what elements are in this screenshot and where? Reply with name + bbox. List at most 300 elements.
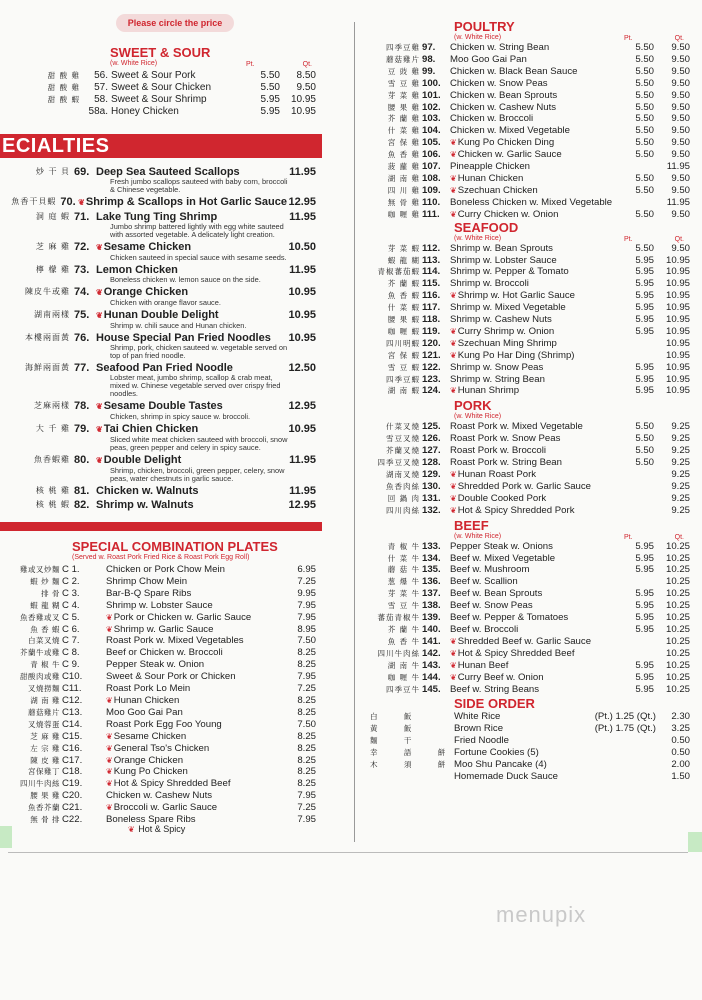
item-name bbox=[450, 54, 624, 66]
item-name-text: Curry Shrimp w. Onion bbox=[457, 325, 555, 337]
menu-item-row bbox=[368, 481, 690, 493]
edge-mark bbox=[688, 832, 702, 852]
item-number: 142. bbox=[422, 647, 441, 659]
item-name bbox=[106, 647, 276, 659]
side-order-row bbox=[368, 771, 690, 783]
item-name-text: Shrimp & Scallops in Hot Garlic Sauce bbox=[85, 196, 287, 208]
item-name-text: Hot & Spicy Shredded Beef bbox=[113, 778, 231, 790]
size-prices bbox=[586, 747, 656, 759]
item-price: 0.50 bbox=[671, 747, 690, 759]
chinese-name: 芥蘭牛或雞 bbox=[20, 648, 60, 658]
quart-price: 10.25 bbox=[665, 552, 690, 564]
item-name bbox=[450, 266, 624, 278]
chinese-name: 四川明蝦 bbox=[386, 338, 420, 348]
item-number: 127. bbox=[422, 445, 441, 457]
item-name bbox=[450, 576, 624, 588]
item-name: Honey Chicken bbox=[111, 105, 179, 117]
quart-price: 10.25 bbox=[665, 600, 690, 612]
menu-item-row bbox=[368, 302, 690, 314]
menu-item-row bbox=[368, 469, 690, 481]
menu-item-row bbox=[368, 636, 690, 648]
quart-price: 9.50 bbox=[671, 77, 690, 89]
item-name bbox=[450, 660, 624, 672]
quart-price: 9.25 bbox=[671, 469, 690, 480]
quart-price: 10.95 bbox=[665, 266, 690, 278]
item-name bbox=[450, 469, 624, 481]
item-number: 111. bbox=[422, 208, 440, 220]
item-price: 8.25 bbox=[297, 647, 316, 659]
item-number: 140. bbox=[422, 623, 441, 635]
item-number: 125. bbox=[422, 421, 441, 433]
item-number: 56. bbox=[94, 70, 108, 81]
item-number: 77. bbox=[74, 362, 90, 374]
section-title: SEAFOOD bbox=[454, 219, 519, 235]
chinese-name: 咖 喱 雞 bbox=[387, 209, 420, 219]
item-name-text: Orange Chicken bbox=[103, 286, 189, 298]
item-number: 126. bbox=[422, 433, 441, 445]
item-price: 1.50 bbox=[671, 770, 690, 782]
item-description: Shrimp, pork, chicken sauteed w. vegetable served on top of pan fried noodle. bbox=[110, 343, 288, 360]
chinese-name: 湖南兩樣 bbox=[34, 310, 70, 319]
quart-price: 9.50 bbox=[671, 137, 690, 149]
combo-number: C 8. bbox=[62, 647, 80, 659]
quart-price: 10.25 bbox=[665, 540, 690, 552]
menu-item-row bbox=[28, 70, 316, 82]
pint-price: 5.50 bbox=[635, 42, 654, 53]
quart-price: 9.25 bbox=[671, 480, 690, 492]
chinese-name: 湖 南 牛 bbox=[387, 660, 420, 670]
specialties-list bbox=[0, 164, 316, 511]
section-title: SWEET & SOUR bbox=[110, 45, 211, 60]
pint-price: 5.50 bbox=[635, 77, 654, 89]
item-number: 74. bbox=[74, 286, 90, 298]
pint-price: 5.95 bbox=[635, 683, 654, 695]
hot-pepper-icon: ❦ bbox=[450, 672, 457, 682]
combo-number: C14. bbox=[62, 718, 83, 730]
item-name-text: Roast Pork Egg Foo Young bbox=[106, 718, 222, 730]
item-description: Chicken sauteed in special sauce with sesame seeds. bbox=[110, 253, 287, 262]
item-name-text: Lemon Chicken bbox=[96, 264, 178, 276]
quart-price: 9.50 bbox=[296, 81, 316, 93]
menu-item-row bbox=[368, 290, 690, 302]
specialty-item bbox=[0, 400, 316, 421]
chinese-name: 青 椒 牛 bbox=[30, 660, 60, 670]
chinese-name: 雪 豆 雞 bbox=[387, 78, 420, 88]
hot-pepper-icon: ❦ bbox=[106, 612, 113, 622]
item-name bbox=[450, 78, 624, 90]
item-price: 3.25 bbox=[671, 723, 690, 735]
item-name-text: Roast Pork w. Mixed Vegetable bbox=[450, 421, 583, 433]
menu-item-row bbox=[368, 66, 690, 78]
chinese-name: 什菜叉燒 bbox=[386, 422, 420, 432]
menu-item-row bbox=[28, 94, 316, 106]
chinese-name: 左 宗 雞 bbox=[30, 743, 60, 753]
item-name bbox=[450, 197, 624, 209]
combo-number: C15. bbox=[62, 730, 83, 742]
pint-price: 5.95 bbox=[635, 564, 654, 576]
item-name bbox=[450, 173, 624, 185]
hot-pepper-icon: ❦ bbox=[450, 326, 457, 336]
item-number: 136. bbox=[422, 576, 441, 588]
item-number: 129. bbox=[422, 469, 441, 480]
item-name-text: Pineapple Chicken bbox=[450, 161, 531, 173]
qt-label: Qt. bbox=[674, 235, 684, 243]
pint-price: 5.50 bbox=[635, 184, 654, 196]
chinese-name: 蘑菇雞片 bbox=[28, 707, 60, 717]
side-order-row bbox=[368, 747, 690, 759]
item-number: 145. bbox=[422, 683, 441, 695]
quart-price: 9.50 bbox=[671, 184, 690, 196]
item-name bbox=[106, 671, 276, 683]
item-name bbox=[106, 731, 276, 743]
menu-item-row bbox=[368, 684, 690, 696]
item-name-text: Hunan Chicken bbox=[113, 694, 180, 706]
item-name-text: Chicken or Pork Chow Mein bbox=[106, 564, 225, 575]
item-name-text: Broccoli w. Garlic Sauce bbox=[113, 802, 218, 814]
combo-row bbox=[0, 588, 316, 600]
pint-price: 5.95 bbox=[635, 671, 654, 683]
item-name bbox=[106, 778, 276, 790]
item-name-text: Szechuan Ming Shrimp bbox=[457, 337, 557, 349]
sweet-sour-list bbox=[28, 70, 316, 118]
menu-item-row bbox=[368, 113, 690, 125]
item-name bbox=[106, 766, 276, 778]
item-name-text: Moo Goo Gai Pan bbox=[450, 53, 527, 65]
item-number: 69. bbox=[74, 166, 90, 178]
quart-price: 10.25 bbox=[665, 659, 690, 671]
item-name-text: Beef w. Broccoli bbox=[450, 623, 519, 635]
chinese-name: 甜 酸 蝦 bbox=[47, 94, 80, 104]
pint-price: 5.50 bbox=[635, 113, 654, 125]
hot-pepper-icon: ❦ bbox=[96, 311, 103, 320]
chinese-name: 芥 蘭 蝦 bbox=[387, 279, 420, 289]
item-name-text: Roast Pork w. Broccoli bbox=[450, 445, 546, 457]
item-name-text: Beef w. Mushroom bbox=[450, 564, 530, 576]
item-name bbox=[106, 719, 276, 731]
chinese-name: 無 骨 雞 bbox=[387, 197, 420, 207]
specialty-item bbox=[0, 423, 316, 452]
pint-price: 5.50 bbox=[635, 149, 654, 161]
item-name bbox=[106, 624, 276, 636]
item-price: 7.25 bbox=[297, 575, 316, 587]
quart-price: 10.25 bbox=[665, 683, 690, 695]
item-name: Sweet & Sour Shrimp bbox=[111, 93, 207, 105]
chinese-name: 魚 香 牛 bbox=[387, 636, 420, 646]
menu-item-row bbox=[368, 78, 690, 90]
item-number: 58. bbox=[94, 93, 108, 105]
item-name-text: Hot & Spicy Shredded Beef bbox=[457, 647, 575, 659]
item-name bbox=[450, 553, 624, 565]
item-name bbox=[450, 684, 624, 696]
pint-price: 5.95 bbox=[635, 588, 654, 600]
item-name-text: Sesame Chicken bbox=[113, 730, 187, 742]
chinese-name: 雪 豆 蝦 bbox=[387, 362, 420, 372]
section-subtitle: (w. White Rice) bbox=[454, 234, 502, 242]
quart-price: 10.95 bbox=[290, 105, 316, 117]
combo-number: C18. bbox=[62, 766, 83, 778]
chinese-name: 芥蘭叉燒 bbox=[386, 446, 420, 456]
pint-price: 5.95 bbox=[635, 325, 654, 337]
pint-price: 5.50 bbox=[635, 457, 654, 469]
chinese-name: 蝦 龍 糊 bbox=[387, 255, 420, 265]
item-name-text: Roast Pork Lo Mein bbox=[106, 683, 191, 695]
pint-price: 5.50 bbox=[635, 65, 654, 77]
item-name-text: Hunan Shrimp bbox=[457, 385, 520, 397]
combo-number: C17. bbox=[62, 754, 83, 766]
pint-price: 5.50 bbox=[635, 101, 654, 113]
chinese-name: 宮保雞丁 bbox=[28, 767, 60, 777]
edge-mark bbox=[0, 826, 12, 848]
chinese-name: 芝麻兩樣 bbox=[34, 401, 70, 410]
item-name bbox=[450, 350, 624, 362]
item-price: 8.25 bbox=[297, 730, 316, 742]
hot-pepper-icon: ❦ bbox=[450, 481, 457, 491]
quart-price: 9.25 bbox=[671, 457, 690, 469]
pint-price: 5.95 bbox=[635, 623, 654, 635]
size-prices bbox=[586, 759, 656, 771]
menu-item-row bbox=[368, 266, 690, 278]
specialty-item bbox=[0, 264, 316, 284]
specialty-item bbox=[0, 309, 316, 330]
item-name-text: Beef w. Mixed Vegetable bbox=[450, 552, 556, 564]
item-name bbox=[450, 209, 624, 221]
item-name-text: Shrimp w. Broccoli bbox=[450, 278, 529, 290]
quart-price: 9.50 bbox=[671, 208, 690, 220]
item-name-text: Boneless Spare Ribs bbox=[106, 814, 196, 826]
item-price: 11.95 bbox=[289, 485, 316, 497]
item-description: Lobster meat, jumbo shrimp, scallop & crab meat, mixed w. Chinese vegetable served over crispy fried noodles. bbox=[110, 373, 281, 398]
item-number: 79. bbox=[74, 423, 90, 435]
menu-item-row bbox=[368, 505, 690, 517]
item-number: 75. bbox=[74, 309, 90, 321]
item-name: Fortune Cookies (5) bbox=[454, 747, 539, 759]
hot-pepper-icon: ❦ bbox=[450, 660, 457, 670]
item-number: 119. bbox=[422, 325, 441, 337]
hot-pepper-icon: ❦ bbox=[96, 425, 103, 434]
side-order-row bbox=[368, 759, 690, 771]
menu-item-row bbox=[28, 82, 316, 94]
item-name-text: Shrimp w. Pepper & Tomato bbox=[450, 266, 569, 278]
chinese-name: 甜 酸 雞 bbox=[47, 82, 80, 92]
item-name-text: Beef w. Bean Sprouts bbox=[450, 588, 543, 600]
quart-price: 10.95 bbox=[665, 278, 690, 290]
item-name-text: Chicken w. Cashew Nuts bbox=[106, 790, 213, 802]
menu-item-row bbox=[368, 125, 690, 137]
item-name-text: Shrimp w. Snow Peas bbox=[450, 361, 544, 373]
chinese-name: 魚香肉絲 bbox=[386, 481, 420, 491]
chinese-name: 四季豆牛 bbox=[386, 684, 420, 694]
item-number: 97. bbox=[422, 42, 436, 53]
item-name-text: Beef w. Snow Peas bbox=[450, 600, 533, 612]
quart-price: 10.25 bbox=[665, 588, 690, 600]
item-number: 100. bbox=[422, 77, 441, 89]
quart-price: 9.25 bbox=[671, 445, 690, 457]
menu-item-row bbox=[368, 564, 690, 576]
menu-item-row bbox=[368, 421, 690, 433]
quart-price: 9.50 bbox=[671, 101, 690, 113]
item-name-text: Kung Po Chicken bbox=[113, 766, 188, 778]
item-number: 124. bbox=[422, 385, 441, 397]
specialty-item bbox=[0, 485, 316, 497]
item-number: 105. bbox=[422, 137, 441, 149]
item-price: 7.95 bbox=[297, 599, 316, 611]
chinese-name: 雪 豆 牛 bbox=[387, 601, 420, 611]
chinese-name: 葱 爆 牛 bbox=[387, 577, 420, 587]
right-column bbox=[368, 14, 690, 783]
quart-price: 9.50 bbox=[671, 113, 690, 125]
item-name-text: Hunan Roast Pork bbox=[457, 469, 537, 480]
section-subtitle: (w. White Rice) bbox=[110, 60, 158, 67]
menu-item-row bbox=[368, 433, 690, 445]
chinese-name: 魚香芥蘭 bbox=[28, 803, 60, 813]
item-description: Jumbo shrimp battered lightly with egg white sauteed with assorted vegetable. A delicately light creation. bbox=[110, 222, 284, 239]
item-name-text: Chicken w. Snow Peas bbox=[450, 77, 548, 89]
section-title: BEEF bbox=[454, 517, 489, 533]
section-title: PORK bbox=[454, 398, 492, 414]
chinese-name: 四季豆雞 bbox=[386, 43, 420, 52]
menu-item-row bbox=[368, 185, 690, 197]
item-number: 103. bbox=[422, 113, 441, 125]
combo-number: C 5. bbox=[62, 611, 80, 623]
item-name-text: Hot & Spicy Shredded Pork bbox=[457, 504, 575, 516]
item-number: 80. bbox=[74, 454, 90, 466]
item-number: 82. bbox=[74, 499, 90, 511]
pint-price: 5.95 bbox=[635, 254, 654, 266]
hot-pepper-icon: ❦ bbox=[450, 338, 457, 348]
pint-price: 5.95 bbox=[635, 373, 654, 385]
section-heading bbox=[368, 519, 501, 541]
combo-row bbox=[0, 802, 316, 814]
chinese-name: 咖 喱 牛 bbox=[387, 672, 420, 682]
quart-price: 9.50 bbox=[671, 125, 690, 137]
item-name-text: Hunan Beef bbox=[457, 659, 509, 671]
item-price: 10.50 bbox=[288, 241, 316, 253]
combo-number: C 6. bbox=[62, 623, 80, 635]
pint-price: 5.50 bbox=[635, 89, 654, 101]
chinese-name: 黃 飯 bbox=[370, 724, 424, 734]
pint-price: 5.50 bbox=[635, 137, 654, 149]
section-subtitle: (Served w. Roast Pork Fried Rice & Roast Pork Egg Roll) bbox=[72, 554, 250, 561]
item-price: 2.30 bbox=[671, 711, 690, 723]
right-flow bbox=[368, 20, 690, 783]
item-name: Fried Noodle bbox=[454, 735, 509, 747]
item-name-text: Lake Tung Ting Shrimp bbox=[96, 211, 218, 223]
menu-item-row bbox=[368, 553, 690, 565]
menu-item-row bbox=[368, 314, 690, 326]
item-name bbox=[106, 683, 276, 695]
item-price: 8.25 bbox=[297, 659, 316, 671]
combo-number: C 1. bbox=[62, 564, 80, 575]
item-name-text: Orange Chicken bbox=[113, 754, 184, 766]
item-name-text: Shrimp w. Cashew Nuts bbox=[450, 314, 552, 326]
combo-row bbox=[0, 778, 316, 790]
combo-row bbox=[0, 635, 316, 647]
combo-row bbox=[0, 576, 316, 588]
item-name bbox=[450, 125, 624, 137]
menu-item-row bbox=[368, 338, 690, 350]
size-prices: (Pt.) 1.25 (Qt.) bbox=[594, 711, 656, 723]
item-name-text: Double Delight bbox=[103, 454, 182, 466]
item-name bbox=[450, 149, 624, 161]
item-name-text: Chicken w. Broccoli bbox=[450, 113, 534, 125]
item-price: 12.50 bbox=[288, 362, 316, 374]
chinese-name: 蝦 炒 麵 bbox=[30, 576, 60, 586]
pork-header bbox=[368, 399, 690, 421]
pint-price: 5.95 bbox=[260, 105, 280, 117]
item-number: 128. bbox=[422, 457, 441, 469]
item-number: 72. bbox=[74, 241, 90, 253]
chinese-name: 四季豆蝦 bbox=[386, 374, 420, 384]
pint-price: 5.95 bbox=[635, 659, 654, 671]
quart-price: 10.95 bbox=[665, 314, 690, 326]
pint-price: 5.95 bbox=[635, 385, 654, 397]
item-name-text: Chicken w. Bean Sprouts bbox=[450, 89, 558, 101]
pt-qt-labels bbox=[624, 534, 690, 541]
combo-row bbox=[0, 743, 316, 755]
pint-price: 5.50 bbox=[635, 172, 654, 184]
specialty-item bbox=[0, 211, 316, 239]
item-number: 135. bbox=[422, 564, 441, 576]
item-name-text: Hunan Double Delight bbox=[103, 309, 219, 321]
item-price: 11.95 bbox=[289, 166, 316, 178]
combo-row bbox=[0, 671, 316, 683]
pint-price: 5.50 bbox=[635, 242, 654, 254]
item-name-text: Curry Beef w. Onion bbox=[457, 671, 544, 683]
pint-price: 5.50 bbox=[635, 433, 654, 445]
quart-price: 11.95 bbox=[666, 161, 690, 173]
menu-item-row bbox=[368, 624, 690, 636]
hot-pepper-icon: ❦ bbox=[96, 456, 103, 465]
pt-label: Pt. bbox=[624, 235, 633, 243]
chinese-name: 芽 菜 牛 bbox=[387, 589, 420, 599]
hot-pepper-icon: ❦ bbox=[450, 470, 457, 479]
item-name-text: Seafood Pan Fried Noodle bbox=[96, 362, 233, 374]
combo-number: C22. bbox=[62, 814, 83, 826]
item-price: 12.95 bbox=[288, 400, 316, 412]
pint-price: 5.95 bbox=[635, 266, 654, 278]
chinese-name: 青椒蕃茄蝦 bbox=[377, 267, 420, 277]
chinese-name: 湖 南 雞 bbox=[387, 173, 420, 183]
chinese-name: 叉燒撈麵 bbox=[28, 684, 60, 694]
pint-price: 5.95 bbox=[260, 93, 280, 105]
item-number: 70. bbox=[60, 196, 76, 208]
item-price: 10.95 bbox=[288, 332, 316, 344]
item-name-text: Shrimp w. Lobster Sauce bbox=[106, 599, 213, 611]
item-price: 8.25 bbox=[297, 778, 316, 790]
item-name bbox=[450, 564, 624, 576]
item-name bbox=[450, 161, 624, 173]
chinese-name: 什 菜 雞 bbox=[387, 126, 420, 136]
item-name-text: Sesame Double Tastes bbox=[103, 400, 223, 412]
section-heading bbox=[368, 20, 515, 42]
item-price: 7.95 bbox=[297, 814, 316, 826]
menu-item-row bbox=[368, 326, 690, 338]
item-name-text: Shredded Pork w. Garlic Sauce bbox=[457, 480, 592, 492]
menu-item-row bbox=[368, 541, 690, 553]
specialty-item bbox=[0, 332, 316, 360]
combo-row bbox=[0, 612, 316, 624]
chinese-name: 魚 香 蝦 bbox=[30, 624, 60, 634]
chinese-name: 湖 南 雞 bbox=[30, 695, 60, 705]
menu-item-row bbox=[368, 137, 690, 149]
item-price: 11.95 bbox=[289, 454, 316, 466]
section-subtitle: (w. White Rice) bbox=[454, 532, 502, 540]
chinese-name: 白 飯 bbox=[370, 712, 424, 722]
menu-item-row bbox=[368, 600, 690, 612]
hot-pepper-icon: ❦ bbox=[450, 505, 457, 515]
hot-pepper-icon: ❦ bbox=[96, 243, 103, 252]
menu-item-row bbox=[368, 576, 690, 588]
